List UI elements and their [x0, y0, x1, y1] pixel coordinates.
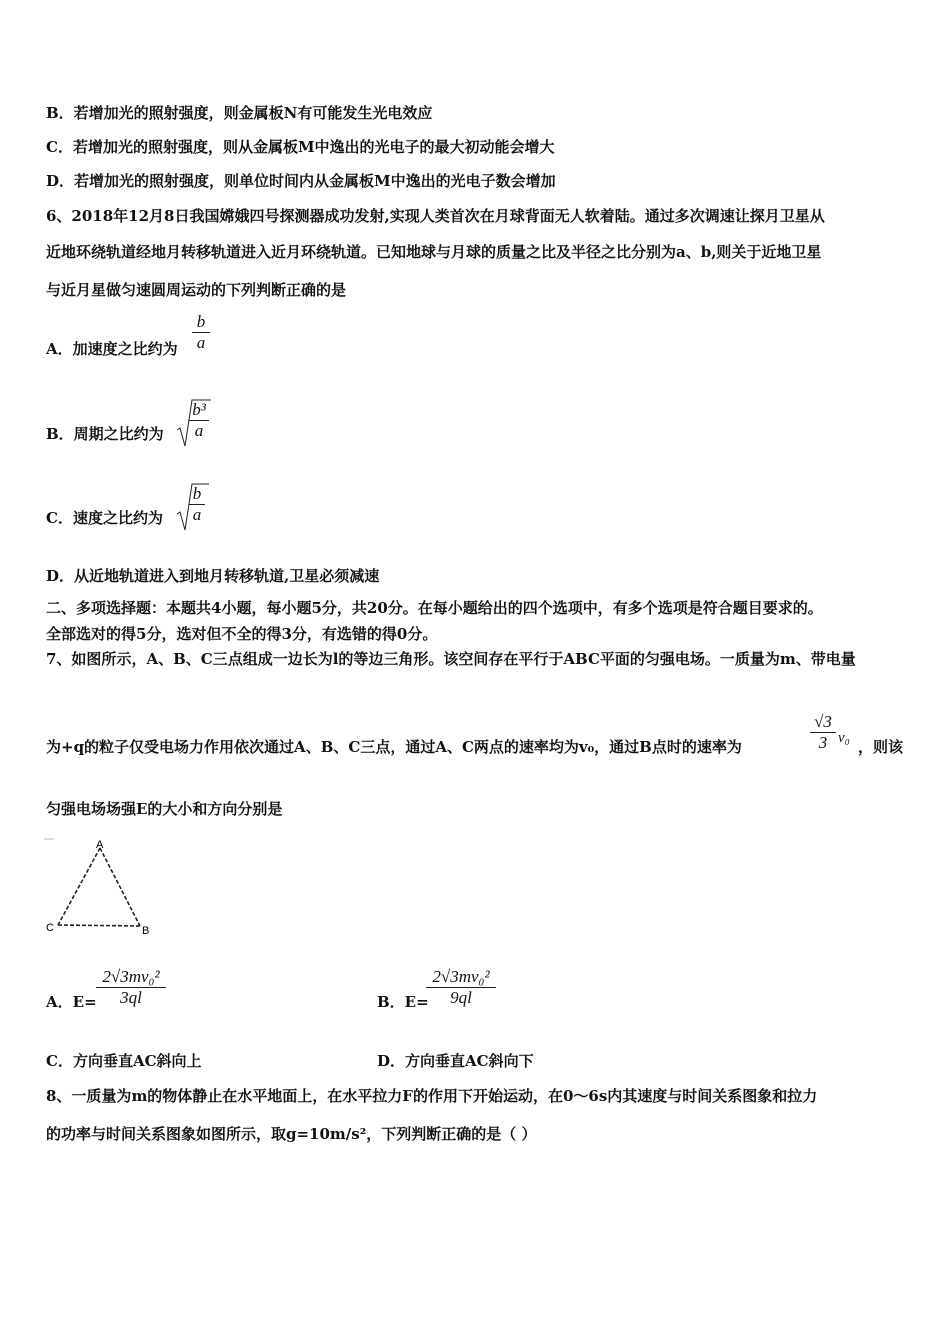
section-2-scoring: 全部选对的得5分，选对但不全的得3分，有选错的得0分。 — [46, 625, 438, 643]
question-6-line2: 近地环绕轨道经地月转移轨道进入近月环绕轨道。已知地球与月球的质量之比及半径之比分别为a、b,则关于近地卫星 — [46, 243, 822, 261]
option-7d: D．方向垂直AC斜向下 — [377, 1052, 534, 1070]
option-6b-label: B．周期之比约为 — [46, 425, 164, 443]
fraction-numerator: b³ — [192, 400, 206, 419]
option-5c: C．若增加光的照射强度，则从金属板M中逸出的光电子的最大初动能会增大 — [46, 138, 555, 156]
v0-symbol: v₀ — [838, 730, 850, 746]
option-6c-label: C．速度之比约为 — [46, 509, 163, 527]
question-7-line3: 匀强电场场强E的大小和方向分别是 — [46, 800, 283, 818]
vertex-a-label: A — [96, 839, 104, 851]
speed-ratio-fraction — [189, 484, 205, 525]
vertex-b-label: B — [142, 925, 150, 937]
fraction-numerator: b — [196, 312, 206, 331]
fraction-denominator: 3ql — [120, 988, 142, 1007]
fraction-denominator: a — [194, 421, 204, 440]
field-b-fraction — [426, 967, 496, 1008]
question-6-line1: 6、2018年12月8日我国嫦娥四号探测器成功发射,实现人类首次在月球背面无人软着陆。通过多次调速让探月卫星从 — [46, 207, 825, 225]
fraction-denominator: 9ql — [450, 988, 472, 1007]
fraction-numerator: 2√3mv₀² — [432, 967, 490, 986]
side-ac — [58, 848, 100, 925]
option-6d: D．从近地轨道进入到地月转移轨道,卫星必须减速 — [46, 567, 380, 585]
option-5b: B．若增加光的照射强度，则金属板N有可能发生光电效应 — [46, 104, 433, 122]
question-8-line2: 的功率与时间关系图象如图所示，取g=10m/s²，下列判断正确的是（ ） — [46, 1125, 537, 1143]
accel-ratio-fraction — [192, 312, 210, 353]
fraction-numerator: 2√3mv₀² — [102, 967, 160, 986]
question-7-line2a: 为+q的粒子仅受电场力作用依次通过A、B、C三点，通过A、C两点的速率均为v₀，通过B点时的速率为 — [46, 738, 742, 756]
field-a-fraction — [96, 967, 166, 1008]
question-7-line1: 7、如图所示，A、B、C三点组成一边长为l的等边三角形。该空间存在平行于ABC平面的匀强电场。一质量为m、带电量 — [46, 650, 856, 668]
question-6-line3: 与近月星做匀速圆周运动的下列判断正确的是 — [46, 281, 347, 299]
fraction-numerator: b — [192, 484, 202, 503]
section-2-heading: 二、多项选择题：本题共4小题，每小题5分，共20分。在每小题给出的四个选项中，有多个选项是符合题目要求的。 — [46, 599, 823, 617]
fraction-denominator: a — [192, 505, 202, 524]
vertex-c-label: C — [46, 922, 54, 934]
side-ab — [100, 848, 140, 926]
option-7c: C．方向垂直AC斜向上 — [46, 1052, 202, 1070]
option-7b-label: B．E= — [377, 993, 429, 1011]
fraction-denominator: 3 — [818, 733, 828, 752]
option-7a-label: A．E= — [46, 993, 97, 1011]
question-7-line2b: ，则该 — [858, 738, 904, 756]
triangle-figure — [44, 836, 164, 940]
side-cb — [58, 925, 140, 926]
fraction-denominator: a — [196, 333, 206, 352]
question-8-line1: 8、一质量为m的物体静止在水平地面上，在水平拉力F的作用下开始运动，在0～6s内其速度与时间关系图象和拉力 — [46, 1087, 818, 1105]
option-6a-label: A．加速度之比约为 — [46, 340, 178, 358]
option-5d: D．若增加光的照射强度，则单位时间内从金属板M中逸出的光电子数会增加 — [46, 172, 556, 190]
vb-ratio-fraction — [810, 712, 836, 753]
fraction-numerator: √3 — [814, 712, 832, 731]
period-ratio-fraction — [189, 400, 209, 441]
